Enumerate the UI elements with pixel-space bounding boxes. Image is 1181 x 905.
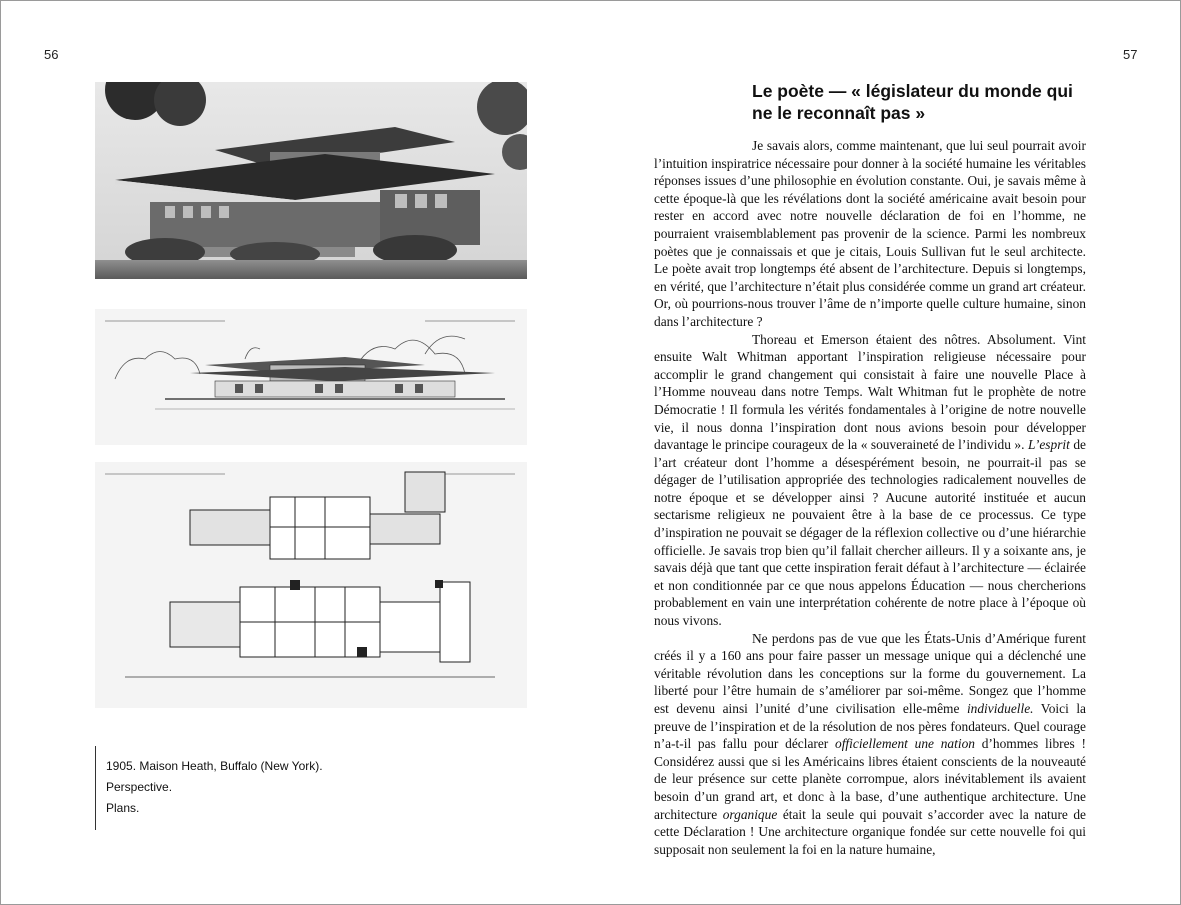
paragraph-3-part-a: Ne perdons pas de vue que les États-Unis d’Amérique furent créés il y a 160 ans pour faire passer un message unique qui a déclenché une véritable révolution dans les conceptions sur la forme du gouvernement. La liberté pour l’être humain de s’améliorer par soi-même. Songez que l’homme est devenu ainsi l’unité d’une civilisation elle-même <box>654 630 1086 716</box>
caption-perspective: Perspective. <box>106 780 173 794</box>
paragraph-3-part-e: d’hommes libres ! Considérez aussi que si les Américains libres étaient conscients de la nouveauté de leur présence sur cette planète corrompue, alors inévitablement ils avaient besoin d’un grand art, et donc à la base, d’une authentique architecture. Une architecture <box>654 736 1086 822</box>
page-number-right: 57 <box>1123 47 1138 62</box>
paragraph-1: Je savais alors, comme maintenant, que lui seul pourrait avoir l’intuition inspiratrice nécessaire pour donner à la société humaine les véritables réponses issues d’une philosophie en évolution constante. Oui, je savais même à cette époque-là que les révélations dont la société américaine avait besoin pour rester en accord avec notre nouvelle déclaration de foi en l’homme, ne pourraient vraisemblablement pas provenir de la science. Parmi les nombreux poètes que je connaissais et que je citais, Louis Sullivan fut le seul architecte. Le poète avait trop longtemps été absent de l’architecture. Depuis si longtemps, en vérité, que l’architecture n’était plus considérée comme un grand art créateur. Or, où pourrions-nous trouver l’âme de n’importe quelle culture humaine, sinon dans l’architecture ? <box>654 138 1086 329</box>
floor-plans-drawing <box>95 462 527 708</box>
paragraph-2-part-c: de l’art créateur dont l’homme a désespérément besoin, ne pourrait-il pas se dégager de l’utilisation appropriée des technologies radicalement nouvelles de notre époque et se développer ainsi ? Aucune autorité instituée et aucun sectarisme religieux ne pouvaient être à la base de ce processus. Ce type d’inspiration ne pouvait se dégager de la réflexion collective ou d’une hiérarchie officielle. Je savais trop bien qu’il fallait chercher ailleurs. Il y a soixante ans, je savais déjà que tant que cette inspiration ferait défaut à l’architecture — éclairée et non conditionnée par ce que nous appelons Éducation — nous chercherions probablement en vain une interprétation cohérente de notre place à l’époque où nous vivons. <box>654 437 1086 629</box>
page-number-left: 56 <box>44 47 59 62</box>
section-heading: Le poète — « législateur du monde qui ne le reconnaît pas » <box>752 81 1073 123</box>
paragraph-2-emphasis: L’esprit <box>1027 437 1070 453</box>
elevation-drawing <box>95 309 527 445</box>
caption-plans: Plans. <box>106 801 140 815</box>
figure-caption <box>95 746 323 830</box>
paragraph-2-part-a: Thoreau et Emerson étaient des nôtres. Absolument. Vint ensuite Walt Whitman apportant l’inspiration religieuse nécessaire pour accomplir le grand changement qui consistait à faire une nouvelle Place à l’Homme nouveau dans notre Temps. Walt Whitman fut le prophète de notre Démocratie ! Il formula les vérités fondamentales à l’origine de notre nouvelle vie, il nous donna l’inspiration dont nous avions besoin pour développer davantage le principe courageux de la « souveraineté de l’individu ». <box>654 331 1086 453</box>
house-photograph-image <box>95 82 527 279</box>
paragraph-2 <box>654 331 1086 630</box>
paragraph-3-emphasis-organique: organique <box>722 806 778 822</box>
paragraph-3-part-c: Voici la preuve de l’inspiration et de la résolution de nos pères fondateurs. Quel courage n’a-t-il pas fallu pour déclarer <box>654 701 1086 752</box>
paragraph-3-emphasis-individuelle: individuelle. <box>966 701 1034 716</box>
paragraph-3-part-g: était la seule qui pouvait s’accorder avec la nature de cette Déclaration ! Une architecture organique fondée sur cette nouvelle foi qui supposait non seulement la foi en la nature humaine, <box>654 806 1087 857</box>
caption-title: 1905. Maison Heath, Buffalo (New York). <box>106 759 323 773</box>
floor-plans-drawing-image <box>95 462 527 708</box>
paragraph-3-emphasis-nation: officiellement une nation <box>835 736 975 752</box>
house-photograph <box>95 82 527 279</box>
elevation-drawing-image <box>95 309 527 445</box>
body-text <box>654 137 1086 858</box>
paragraph-3 <box>654 630 1086 859</box>
